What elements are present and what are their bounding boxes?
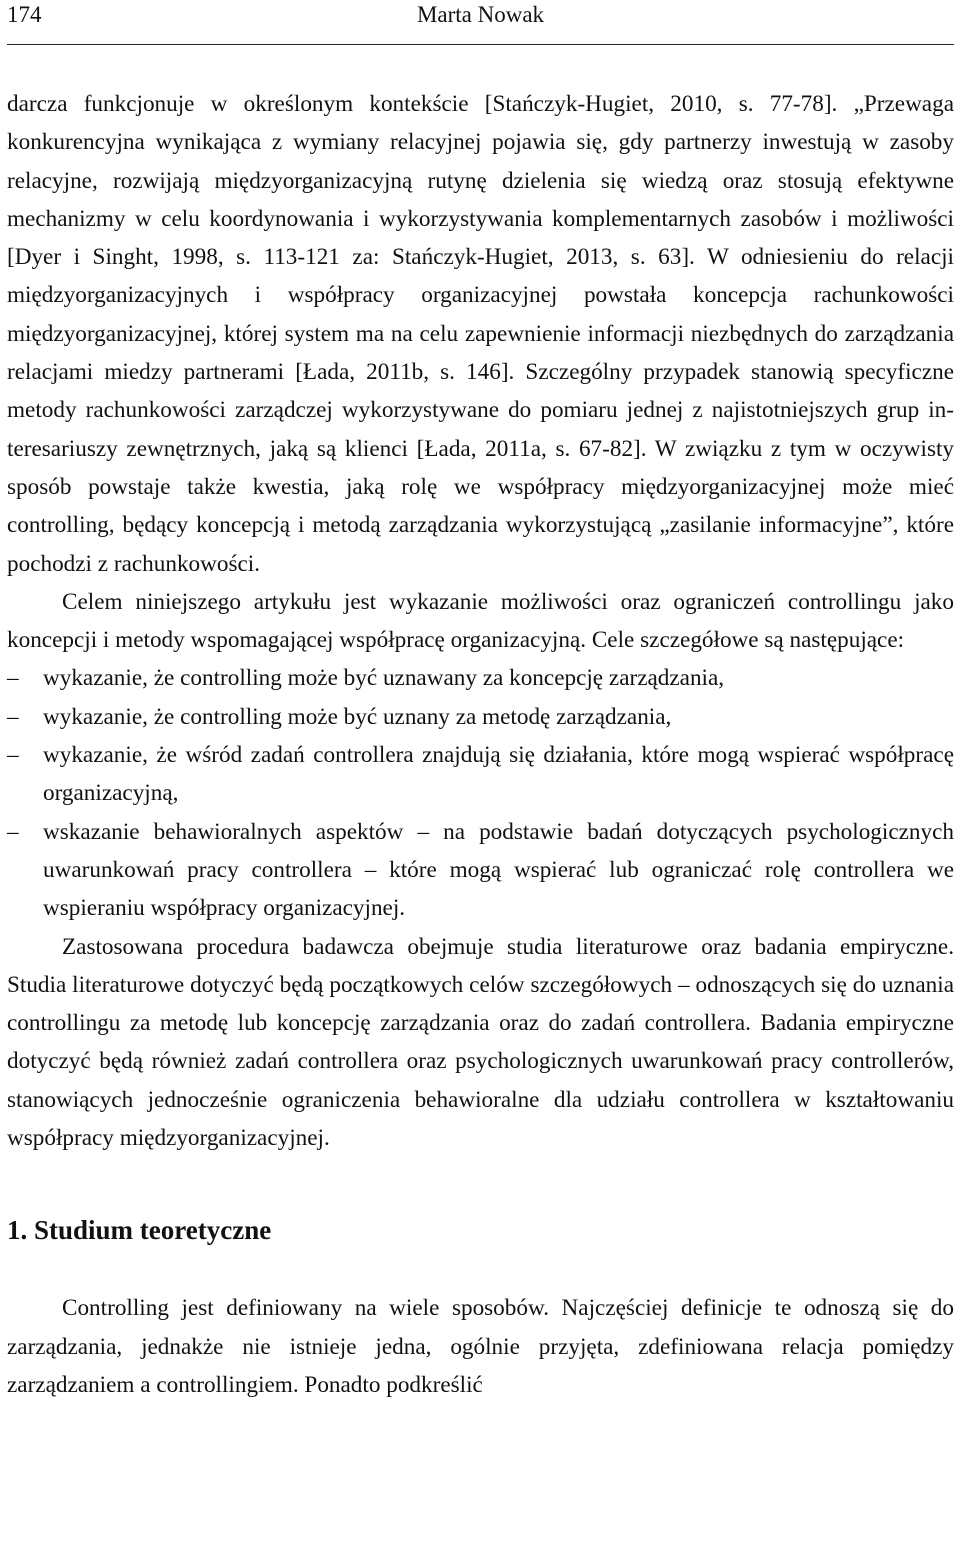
- objectives-list: [7, 659, 954, 927]
- page-number: 174: [7, 2, 42, 27]
- list-item: [7, 813, 954, 928]
- paragraph-procedure: Zastosowana procedura badawcza obejmuje studia literaturowe oraz badania empiryczne. Studia literaturowe dotyczyć będą początkowych celów szczegółowych – odnoszących się do uznania controllingu za metodę lub koncepcję zarządzania oraz do zadań controllera. Badania empiryczne dotyczyć będą również zadań controllera oraz psychologicznych uwarunkowań pracy controllerów, stanowiących jednocześnie ograniczenia behawioralne dla udziału controllera w kształtowaniu współpracy międzyorganizacyjnej.: [7, 933, 954, 1152]
- running-header: [7, 0, 954, 45]
- list-item: [7, 698, 954, 736]
- list-item-text: wskazanie behawioralnych aspektów – na podstawie badań dotyczących psychologicznych uwarunkowań pracy controllera – które mogą wspierać lub ograniczać rolę controllera we wspieraniu współpracy organizacyjnej.: [43, 818, 954, 922]
- body-text: [7, 85, 954, 1404]
- dash-bullet: –: [7, 818, 19, 845]
- list-item-text: wykazanie, że controlling może być uznany za metodę zarządzania,: [43, 703, 672, 730]
- paragraph-section-intro: Controlling jest definiowany na wiele sposobów. Najczęściej definicje te odnoszą się do zarządzania, jednakże nie istnieje jedna, ogólnie przyjęta, zdefiniowana relacja pomiędzy zarządzaniem a controllingiem. Ponadto podkreślić: [7, 1295, 954, 1398]
- dash-bullet: –: [7, 742, 19, 769]
- list-item: [7, 659, 954, 697]
- dash-bullet: –: [7, 703, 19, 730]
- paragraph-continued: darcza funkcjonuje w określonym kontekście [Stańczyk-Hugiet, 2010, s. 77-78]. „Przewaga konkurencyjna wynikająca z wymiany relacyjnej pojawia się, gdy partnerzy inwestują w zasoby relacyjne, rozwijają międzyorganizacyjną rutynę dzielenia się wiedzą oraz stosują efektywne mechanizmy w celu koordynowania i wykorzystywania komplementarnych zasobów i możliwości [Dyer i Singht, 1998, s. 113-121 za: Stańczyk-Hugiet, 2013, s. 63]. W odniesieniu do relacji międzyorganizacyjnych i współpracy organizacyjnej powstała koncepcja rachunkowości międzyorganizacyjnej, której system ma na celu zapewnienie informacji niezbędnych do zarządzania relacjami miedzy partnerami [Łada, 2011b, s. 146]. Szczególny przypadek stanowią specyficzne metody rachunkowości zarządczej wykorzystywane do pomiaru jednej z najistotniejszych grup interesariuszy zewnętrznych, jaką są klienci [Łada, 2011a, s. 67-82]. W związku z tym w oczywisty sposób powstaje także kwestia, jaką rolę we współpracy międzyorganizacyjnej może mieć controlling, będący koncepcją i metodą zarządzania wykorzystującą „zasilanie informacyjne”, które pochodzi z rachunkowości.: [7, 91, 954, 577]
- list-item-text: wykazanie, że wśród zadań controllera znajdują się działania, które mogą wspierać współpracę organizacyjną,: [43, 742, 954, 807]
- section-heading: 1. Studium teoretyczne: [7, 1215, 272, 1246]
- list-item: [7, 736, 954, 813]
- dash-bullet: –: [7, 665, 19, 692]
- paragraph-aims: Celem niniejszego artykułu jest wykazanie możliwości oraz ograniczeń controllingu jako koncepcji i metody wspomagającej współpracę organizacyjną. Cele szczegółowe są następujące:: [7, 588, 954, 654]
- document-page: [7, 0, 954, 1404]
- running-head-author: Marta Nowak: [416, 2, 545, 27]
- list-item-text: wykazanie, że controlling może być uznawany za koncepcję zarządzania,: [43, 665, 725, 692]
